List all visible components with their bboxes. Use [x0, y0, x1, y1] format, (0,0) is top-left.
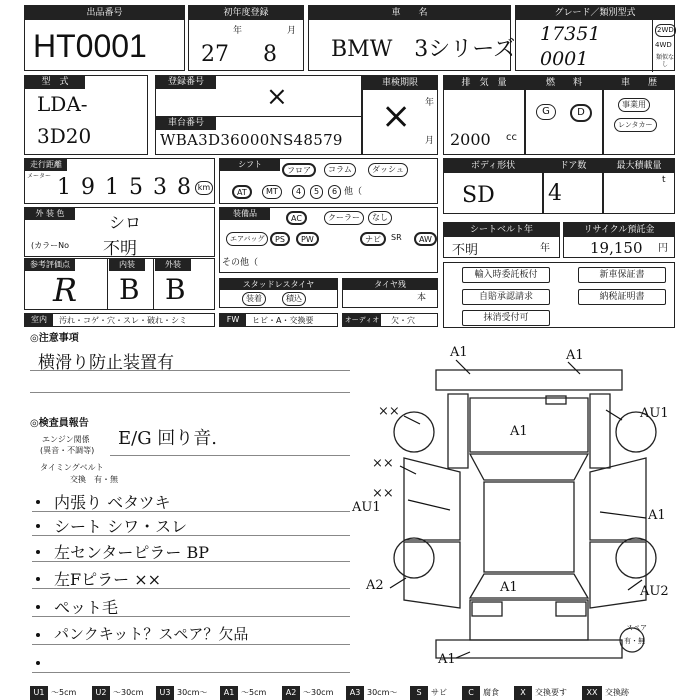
shift-dash: ダッシュ: [368, 163, 408, 177]
front-door-left: [404, 458, 460, 540]
interior-notes-strip: [24, 313, 215, 327]
equip-ac: AC: [286, 211, 307, 225]
equip-navi: ナビ: [360, 232, 386, 246]
legend-key: A1: [220, 686, 238, 700]
damage-label: A1: [648, 508, 666, 523]
bullet-dot: [36, 661, 40, 665]
legend-key: X: [514, 686, 532, 700]
history-rental: レンタカー: [614, 118, 657, 132]
damage-label: A1: [438, 652, 456, 667]
rule-line: [30, 392, 350, 393]
legend-value: ～30cm: [113, 688, 144, 697]
audio-label: オーディオ: [344, 316, 380, 324]
damage-label: A2: [366, 578, 384, 593]
mileage-digit: 5: [129, 175, 143, 200]
drive-other: 類似なし: [655, 54, 674, 68]
equipment-label: 装備品: [220, 208, 270, 220]
drive-4wd: 4WD: [655, 41, 672, 49]
legend-key: S: [410, 686, 428, 700]
caution-text: 横滑り防止装置有: [38, 353, 174, 373]
mileage-digit: 1: [57, 175, 71, 200]
doc-liability: 自賠承認請求: [462, 289, 550, 305]
grade-value-1: 17351: [540, 23, 601, 45]
front-bumper: [436, 370, 622, 390]
grade-box: [515, 5, 675, 71]
drive-type-column: [652, 20, 676, 72]
rear-door-left: [404, 542, 460, 608]
damage-label: AU1: [352, 500, 381, 515]
model-label: 型 式: [25, 76, 85, 89]
legend-value: 交換要す: [535, 688, 567, 697]
car-name-box: [308, 5, 516, 71]
roof: [484, 482, 574, 572]
bullet-dot: [36, 577, 40, 581]
lot-number-label: 出品番号: [25, 6, 184, 20]
year-unit: 年: [233, 26, 243, 36]
doors-label: ドア数: [544, 159, 602, 173]
inspection-box: [362, 75, 438, 155]
trunk: [470, 600, 588, 640]
wheel-front-left: [394, 412, 434, 452]
studless-box: [219, 278, 338, 308]
shift-at: AT: [232, 185, 252, 199]
body-value: SD: [462, 183, 495, 208]
color-value: シロ: [109, 213, 142, 232]
mileage-digit-cells: [53, 173, 193, 203]
bullet-dot: [36, 500, 40, 504]
legend-key: U3: [156, 686, 174, 700]
interior-score: B: [119, 273, 140, 306]
bullet-text: 左Fピラー ××: [54, 570, 162, 589]
bullet-text: 左センターピラー BP: [54, 543, 209, 562]
legend-key: U2: [92, 686, 110, 700]
score-label: 参考評価点: [25, 259, 75, 271]
audio-strip: [342, 313, 438, 327]
grade-value-2: 0001: [540, 48, 589, 70]
exterior-score-label: 外装: [155, 259, 191, 271]
recycle-label: リサイクル預託金: [564, 223, 674, 237]
displacement-label: 排 気 量: [444, 76, 524, 90]
capacity-unit: t: [662, 175, 666, 185]
car-name-label: 車 名: [309, 6, 510, 20]
recycle-value: 19,150: [590, 239, 643, 257]
damage-label: A1: [566, 348, 584, 363]
mileage-digit: 9: [81, 175, 95, 200]
history-box: [603, 75, 675, 155]
seatbelt-label: シートベルト年: [444, 223, 559, 237]
capacity-box: [603, 158, 675, 214]
damage-label: ××: [372, 486, 394, 501]
fuel-box: [525, 75, 603, 155]
bullet-item: [32, 595, 350, 617]
legend-value: 30cm～: [177, 688, 208, 697]
seatbelt-value: 不明: [452, 243, 479, 258]
history-label: 車 歴: [604, 76, 674, 90]
damage-label: AU1: [640, 406, 669, 421]
fw-notes: ヒビ・A・交換要: [252, 316, 314, 325]
doors-value: 4: [548, 181, 562, 206]
overall-score: R: [53, 271, 78, 309]
fw-strip: [219, 313, 338, 327]
rear-bumper: [436, 640, 622, 658]
shift-5: 5: [310, 185, 323, 199]
timing-belt-exchange: 交換 有・無: [70, 475, 118, 484]
legend-key: U1: [30, 686, 48, 700]
mileage-meter-label: メーター: [27, 173, 52, 180]
rule-line: [30, 370, 350, 371]
timing-belt-label: タイミングベルト: [40, 463, 104, 472]
displacement-value: 2000: [450, 130, 491, 149]
body-box: [443, 158, 543, 214]
doc-cancellation: 抹消受付可: [462, 310, 550, 326]
windshield: [470, 454, 588, 480]
first-registration-month: 8: [263, 42, 277, 67]
bullet-dot: [36, 633, 40, 637]
registration-box: [155, 75, 362, 155]
recycle-box: [563, 222, 675, 258]
legend-key: A2: [282, 686, 300, 700]
legend-value: 30cm～: [367, 688, 398, 697]
legend-value: 交換跡: [605, 688, 629, 697]
model-box: [24, 75, 148, 155]
doc-import-plate: 輸入時委託板付: [462, 267, 550, 283]
lot-number-box: [24, 5, 185, 71]
legend-value: ～30cm: [303, 688, 334, 697]
shift-label: シフト: [220, 159, 280, 171]
model-value-2: 3D20: [37, 124, 92, 148]
interior-notes-label: 室内: [25, 314, 53, 326]
hood: [470, 398, 588, 452]
seatbelt-box: [443, 222, 560, 258]
legend-key: A3: [346, 686, 364, 700]
displacement-box: [443, 75, 525, 155]
shift-box: [219, 158, 438, 204]
studless-label: スタッドレスタイヤ: [220, 279, 337, 290]
damage-label: A1: [500, 580, 518, 595]
shift-6: 6: [328, 185, 341, 199]
damage-label: A1: [510, 424, 528, 439]
inspector-label: ◎検査員報告: [30, 418, 89, 429]
inspection-year-unit: 年: [425, 98, 435, 108]
equip-other: その他（: [222, 258, 259, 268]
bullet-dot: [36, 605, 40, 609]
first-registration-box: [188, 5, 304, 71]
spare-value: 有・無: [624, 637, 645, 645]
bullet-item: [32, 540, 350, 562]
fuel-gasoline: G: [536, 104, 556, 120]
bullet-item: [32, 567, 350, 589]
studless-loaded: 積込: [282, 292, 306, 306]
fw-label: FW: [220, 314, 246, 326]
damage-label: AU2: [640, 584, 669, 599]
wheel-rear-right: [616, 538, 656, 578]
bullet-dot: [36, 524, 40, 528]
bullet-text: ペット毛: [54, 598, 119, 617]
equip-none: なし: [368, 211, 392, 225]
model-value-1: LDA-: [37, 92, 88, 116]
first-registration-label: 初年度登録: [189, 6, 303, 20]
tire-unit: 本: [417, 293, 427, 303]
equip-cooler: クーラー: [324, 211, 364, 225]
chassis-number-label: 車台番号: [156, 117, 216, 130]
front-fender-left: [448, 394, 468, 468]
car-name-value: BMW 3シリーズ: [331, 37, 516, 62]
doors-box: [543, 158, 603, 214]
bullet-item: [32, 490, 350, 512]
registration-number-value: ×: [266, 82, 288, 112]
interior-notes-text: 汚れ・コゲ・穴・スレ・破れ・シミ: [59, 316, 187, 325]
equip-airbag: エアバッグ: [226, 232, 268, 246]
score-divider: [153, 259, 154, 309]
grade-label: グレード／類別型式: [516, 6, 674, 20]
doc-tax-certificate: 納税証明書: [578, 289, 666, 305]
equip-pw: PW: [296, 232, 319, 246]
shift-4: 4: [292, 185, 305, 199]
shift-other: 他（: [344, 187, 363, 197]
shift-floor: フロア: [282, 163, 316, 177]
color-number-value: 不明: [103, 239, 137, 259]
inspection-month-unit: 月: [425, 136, 435, 146]
shift-column: コラム: [324, 163, 356, 177]
rear-window: [470, 574, 588, 598]
front-door-right: [590, 458, 646, 540]
exterior-score: B: [165, 273, 186, 306]
drive-2wd: 2WD: [655, 24, 676, 37]
shift-mt: MT: [262, 185, 282, 199]
bullet-dot: [36, 550, 40, 554]
equip-ps: PS: [270, 232, 290, 246]
engine-sub-label: (異音・不調等): [40, 446, 95, 455]
audio-notes: 欠・穴: [391, 316, 415, 325]
legend-value: 腐食: [483, 688, 499, 697]
bullet-item: [32, 623, 350, 645]
equip-aw: AW: [414, 232, 437, 246]
rule-line: [110, 455, 350, 456]
bullet-text: シート シワ・スレ: [54, 517, 188, 536]
legend-key: XX: [582, 686, 602, 700]
chassis-number-value: WBA3D36000NS48579: [160, 131, 343, 149]
legend-value: ～5cm: [241, 688, 267, 697]
mileage-label: 走行距離: [25, 159, 67, 171]
first-registration-year: 27: [201, 42, 229, 67]
equipment-box: [219, 207, 438, 273]
seatbelt-unit: 年: [540, 243, 550, 254]
front-fender-right: [590, 394, 610, 468]
color-number-label: (カラーNo: [31, 241, 69, 250]
color-label: 外 装 色: [25, 208, 75, 220]
tire-label: タイヤ残: [343, 279, 437, 290]
lot-number-value: HT0001: [33, 28, 147, 64]
score-divider: [107, 259, 108, 309]
spare-label: スペア: [626, 624, 647, 632]
wheel-rear-left: [394, 538, 434, 578]
documents-box: [443, 262, 675, 328]
bullet-item: [32, 514, 350, 536]
tire-box: [342, 278, 438, 308]
legend-key: C: [462, 686, 480, 700]
doc-new-car-warranty: 新車保証書: [578, 267, 666, 283]
inspection-label: 車検期限: [363, 76, 437, 90]
caution-label: ◎注意事項: [30, 333, 79, 344]
inspection-value: ×: [381, 96, 412, 137]
interior-score-label: 内装: [109, 259, 145, 271]
legend-value: ～5cm: [51, 688, 77, 697]
capacity-label: 最大積載量: [604, 159, 674, 173]
fuel-diesel: D: [570, 104, 592, 122]
studless-fitted: 装着: [242, 292, 266, 306]
bullet-text: 内張り ベタツキ: [54, 493, 171, 512]
mileage-digit: 1: [105, 175, 119, 200]
mileage-digit: 8: [177, 175, 191, 200]
mileage-digit: 3: [153, 175, 167, 200]
bullet-item: [32, 651, 350, 673]
color-box: [24, 207, 215, 257]
rear-door-right: [590, 542, 646, 608]
mileage-unit: km: [195, 181, 213, 195]
registration-number-label: 登録番号: [156, 76, 216, 89]
bullet-text: パンクキット？スペア？欠品: [54, 625, 249, 643]
fuel-label: 燃 料: [526, 76, 602, 90]
damage-label: ××: [378, 404, 400, 419]
body-label: ボディ形状: [444, 159, 542, 173]
engine-text: E/G 回り音.: [118, 428, 218, 449]
engine-label: エンジン関係: [42, 435, 90, 444]
damage-label: A1: [450, 345, 468, 360]
month-unit: 月: [287, 26, 297, 36]
mileage-box: [24, 158, 215, 204]
damage-label: ××: [372, 456, 394, 471]
recycle-unit: 円: [658, 243, 668, 254]
displacement-unit: cc: [506, 132, 517, 143]
score-box: [24, 258, 215, 310]
history-business: 事業用: [618, 98, 650, 112]
equip-sr: SR: [391, 233, 402, 242]
legend-value: サビ: [431, 688, 447, 697]
